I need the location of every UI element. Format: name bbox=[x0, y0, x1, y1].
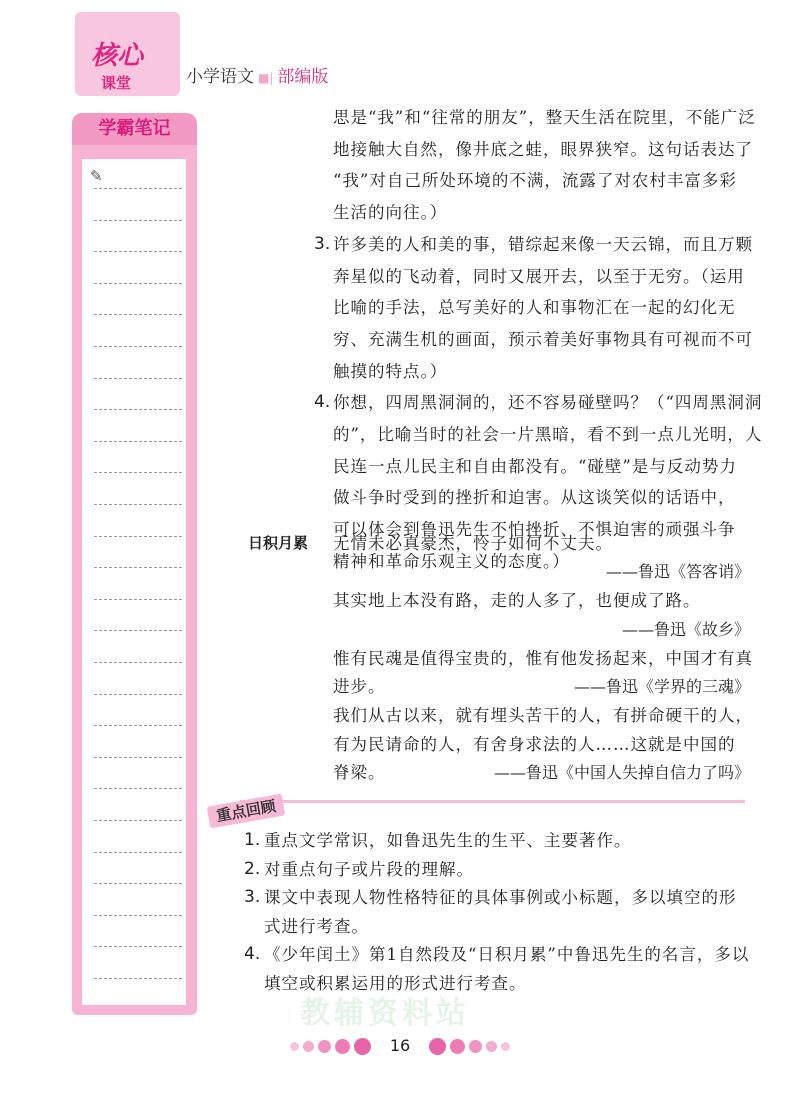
page-number: 16 bbox=[389, 1036, 411, 1055]
quote-attribution: ——鲁迅《学界的三魂》 bbox=[573, 677, 750, 696]
note-line bbox=[94, 314, 182, 315]
paragraph-line: “我”对自己所处环境的不满，流露了对农村丰富多彩 bbox=[333, 171, 737, 191]
decorative-dot bbox=[429, 1038, 446, 1055]
review-item-line: 式进行考查。 bbox=[264, 916, 369, 936]
logo-subtext: 课堂 bbox=[101, 74, 132, 92]
note-line bbox=[94, 283, 182, 284]
note-line bbox=[94, 725, 182, 726]
paragraph-line: 民连一点儿民主和自由都没有。“碰壁”是与反动势力 bbox=[333, 456, 737, 476]
quote-text: 有为民请命的人，有舍身求法的人……这就是中国的 bbox=[333, 735, 736, 754]
review-item-line: 《少年闰土》第1自然段及“日积月累”中鲁迅先生的名言，多以 bbox=[264, 945, 750, 964]
note-line bbox=[94, 567, 182, 568]
note-line bbox=[94, 946, 182, 947]
paragraph-line: 精神和革命乐观主义的态度。） bbox=[333, 551, 570, 571]
decorative-dot bbox=[290, 1042, 299, 1051]
note-line bbox=[94, 978, 182, 979]
note-line bbox=[94, 883, 182, 884]
quote-text: 无情未必真豪杰，怜子如何不丈夫。 bbox=[333, 534, 613, 553]
note-line bbox=[94, 378, 182, 379]
note-line bbox=[94, 757, 182, 758]
review-item-line: 课文中表现人物性格特征的具体事例或小标题，多以填空的形 bbox=[264, 888, 737, 907]
paragraph-line: 可以体会到鲁迅先生不怕挫折、不惧迫害的顽强斗争 bbox=[333, 520, 736, 540]
quote-text: 惟有民魂是值得宝贵的，惟有他发扬起来，中国才有真 bbox=[333, 649, 753, 668]
decorative-dot bbox=[303, 1041, 314, 1052]
quote-text: 脊梁。 bbox=[333, 763, 386, 782]
paragraph-line: 许多美的人和美的事，错综起来像一天云锦，而且万颗 bbox=[333, 234, 753, 254]
decorative-dot bbox=[486, 1041, 497, 1052]
paragraph-line: 思是“我”和“往常的朋友”，整天生活在院里，不能广泛 bbox=[333, 108, 756, 127]
note-line bbox=[94, 220, 182, 221]
note-line bbox=[94, 915, 182, 916]
item-number: 3. bbox=[314, 233, 331, 254]
note-line bbox=[94, 536, 182, 537]
quote-attribution: ——鲁迅《中国人失掉自信力了吗》 bbox=[493, 763, 750, 782]
paragraph-line: 的”，比喻当时的社会一片黑暗，看不到一点儿光明，人 bbox=[333, 425, 763, 444]
note-line bbox=[94, 346, 182, 347]
review-item-line: 重点文学常识，如鲁迅先生的生平、主要著作。 bbox=[264, 831, 632, 850]
review-item-line: 对重点句子或片段的理解。 bbox=[264, 859, 474, 879]
note-line bbox=[94, 820, 182, 821]
decorative-dot bbox=[450, 1039, 465, 1054]
decorative-dot bbox=[501, 1042, 510, 1051]
separator: ■| bbox=[258, 71, 274, 85]
review-item-number: 3. bbox=[244, 887, 261, 907]
decorative-dot bbox=[335, 1039, 350, 1054]
note-line bbox=[94, 852, 182, 853]
notes-sidebar bbox=[72, 113, 197, 1015]
quote-text: 其实地上本没有路，走的人多了，也便成了路。 bbox=[333, 591, 701, 610]
section-label-accumulate: 日积月累 bbox=[248, 534, 309, 552]
review-title: 重点回顾 bbox=[207, 794, 286, 829]
note-line bbox=[94, 504, 182, 505]
note-line bbox=[94, 788, 182, 789]
book-subject bbox=[186, 62, 328, 87]
note-line bbox=[94, 251, 182, 252]
decorative-dot bbox=[469, 1040, 482, 1053]
note-line bbox=[94, 441, 182, 442]
notes-title: 学霸笔记 bbox=[72, 113, 197, 145]
decorative-dot bbox=[354, 1038, 371, 1055]
paragraph-line: 比喻的手法，总写美好的人和事物汇在一起的幻化无 bbox=[333, 298, 736, 318]
paragraph-line: 奔星似的飞动着，同时又展开去，以至于无穷。（运用 bbox=[333, 266, 745, 286]
decorative-dot bbox=[318, 1040, 331, 1053]
logo bbox=[75, 12, 180, 96]
review-item-number: 1. bbox=[244, 830, 261, 850]
note-line bbox=[94, 599, 182, 600]
quote-text: 进步。 bbox=[333, 677, 386, 696]
paragraph-line: 生活的向往。） bbox=[333, 203, 448, 223]
pencil-icon: ✎ bbox=[90, 167, 103, 185]
paragraph-line: 地接触大自然，像井底之蛙，眼界狭窄。这句话表达了 bbox=[333, 139, 753, 159]
watermark: 教辅资料站 bbox=[300, 996, 470, 1031]
quote-text: 我们从古以来，就有埋头苦干的人，有拼命硬干的人， bbox=[333, 706, 753, 725]
review-divider bbox=[240, 800, 745, 803]
edition-label: 部编版 bbox=[277, 67, 329, 87]
review-item-line: 填空或积累运用的形式进行考查。 bbox=[264, 973, 527, 993]
note-line bbox=[94, 188, 182, 189]
notes-area bbox=[82, 159, 186, 1005]
note-line bbox=[94, 662, 182, 663]
quote-attribution: ——鲁迅《答客诮》 bbox=[605, 562, 750, 581]
logo-text: 核心 bbox=[91, 41, 144, 71]
note-line bbox=[94, 630, 182, 631]
paragraph-line: 穷、充满生机的画面，预示着美好事物具有可视而不可 bbox=[333, 329, 753, 349]
paragraph-line: 触摸的特点。） bbox=[333, 361, 448, 381]
paragraph-line: 做斗争时受到的挫折和迫害。从这谈笑似的话语中， bbox=[333, 488, 736, 508]
page-footer bbox=[0, 1036, 800, 1056]
note-line bbox=[94, 694, 182, 695]
review-item-number: 2. bbox=[244, 858, 261, 879]
paragraph-line: 你想，四周黑洞洞的，还不容易碰壁吗？（“四周黑洞洞 bbox=[333, 393, 763, 413]
subject-label: 小学语文 bbox=[186, 67, 254, 87]
note-line bbox=[94, 472, 182, 473]
item-number: 4. bbox=[314, 392, 331, 413]
note-line bbox=[94, 409, 182, 410]
review-item-number: 4. bbox=[244, 944, 261, 964]
quote-attribution: ——鲁迅《故乡》 bbox=[621, 620, 750, 639]
